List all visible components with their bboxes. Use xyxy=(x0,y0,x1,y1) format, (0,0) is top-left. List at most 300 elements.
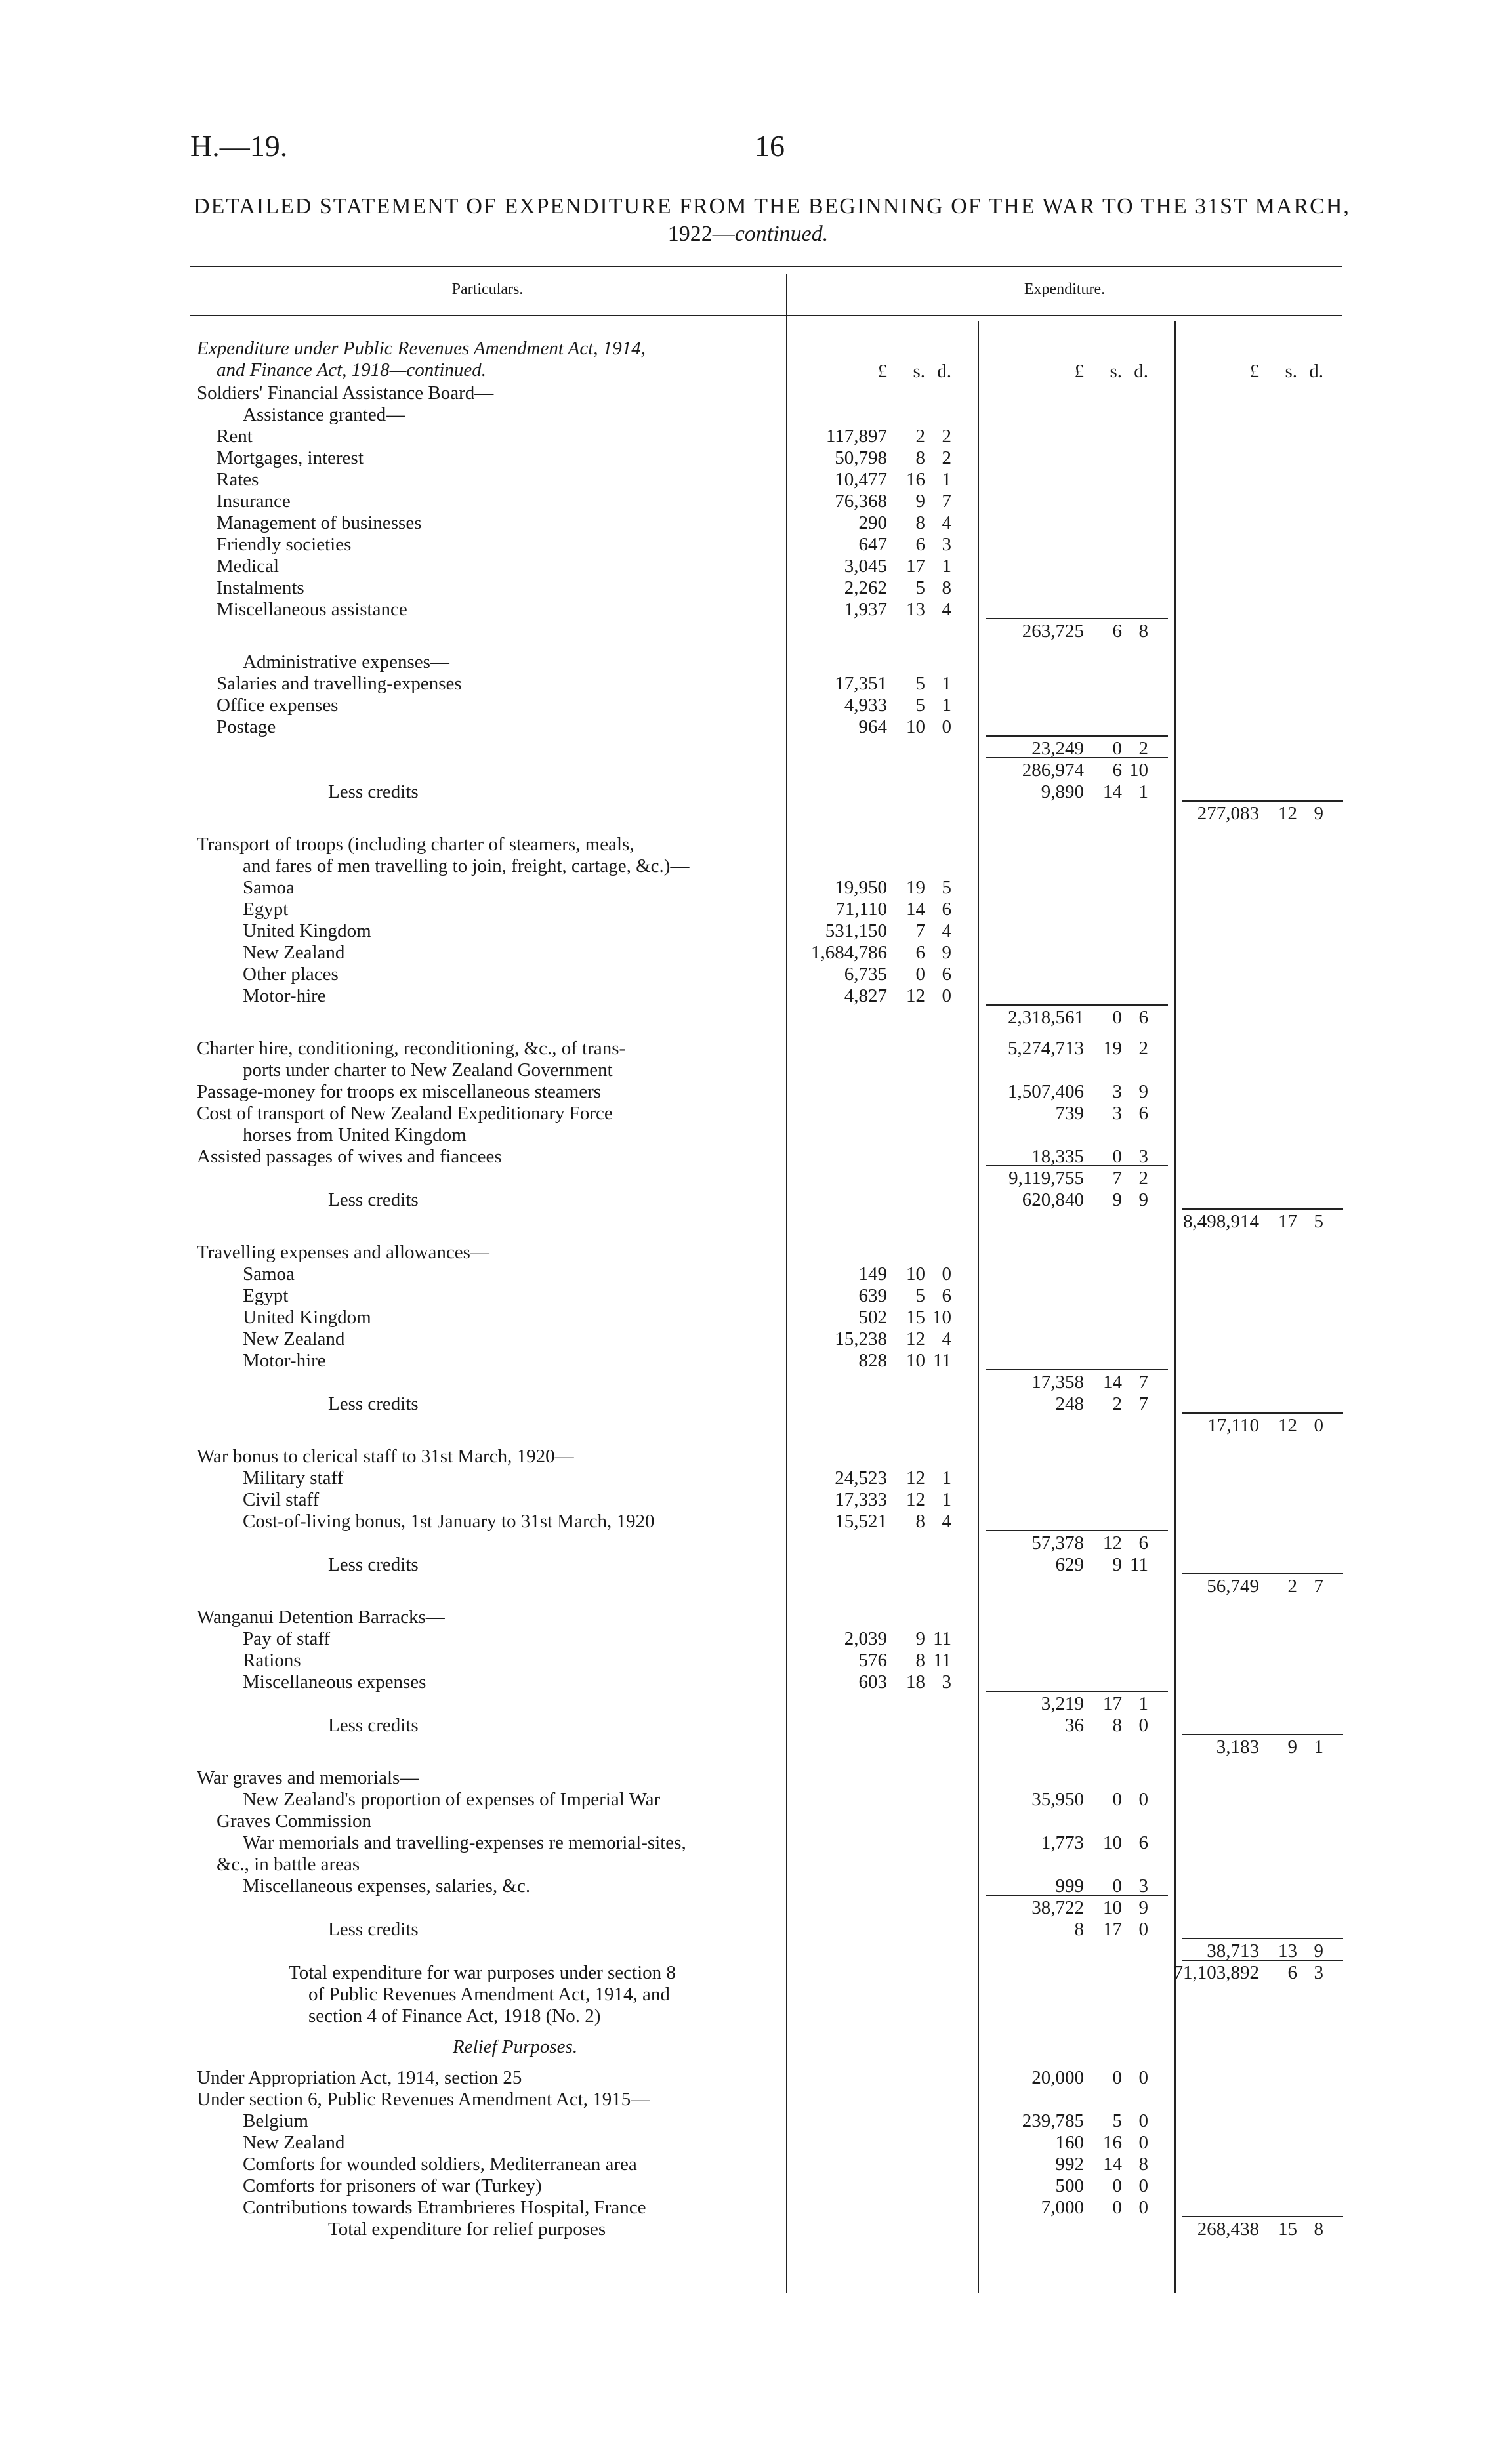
row-label: New Zealand xyxy=(243,2132,345,2153)
pounds-value: 15,521 xyxy=(835,1511,887,1532)
pence-value: 3 xyxy=(942,534,951,555)
row-label: Charter hire, conditioning, reconditioning, &c., of trans- xyxy=(197,1038,626,1059)
amount-c1 xyxy=(787,469,978,490)
amount-c1 xyxy=(787,899,978,920)
pounds-value: 2,262 xyxy=(844,577,887,598)
pounds-value: 17,351 xyxy=(835,673,887,694)
pounds-value: 10,477 xyxy=(835,469,887,490)
subtotal-rule xyxy=(986,735,1168,737)
shillings-value: 10 xyxy=(1103,1832,1122,1853)
page-number: 16 xyxy=(755,129,785,163)
shillings-value: 17 xyxy=(1103,1693,1122,1714)
column-divider-2 xyxy=(978,321,979,2293)
shillings-value: 14 xyxy=(906,899,925,920)
shillings-value: 7 xyxy=(1112,1168,1122,1189)
shillings-value: 5 xyxy=(915,695,925,716)
amount-c1 xyxy=(787,512,978,533)
pounds-value: 647 xyxy=(858,534,887,555)
pounds-value: 239,785 xyxy=(1022,2110,1084,2131)
row-label: Miscellaneous assistance xyxy=(217,599,407,620)
pence-value: 1 xyxy=(942,695,951,716)
header-rule-bottom xyxy=(190,315,1342,316)
row-label: Passage-money for troops ex miscellaneous steamers xyxy=(197,1081,602,1102)
row-label: United Kingdom xyxy=(243,1307,371,1328)
amount-c1 xyxy=(787,942,978,963)
amount-c1 xyxy=(787,920,978,941)
amount-c1 xyxy=(787,1511,978,1532)
amount-c2 xyxy=(979,760,1174,781)
pence-value: 3 xyxy=(1314,1962,1323,1983)
shillings-value: 14 xyxy=(1103,2154,1122,2175)
pounds-value: 38,713 xyxy=(1207,1940,1259,1961)
amount-c2 xyxy=(979,1168,1174,1189)
pounds-value: 603 xyxy=(858,1672,887,1693)
row-label: Instalments xyxy=(217,577,304,598)
shillings-value: 5 xyxy=(1112,2110,1122,2131)
pence-value: 9 xyxy=(1314,1940,1323,1961)
shillings-value: 6 xyxy=(1287,1962,1297,1983)
pence-value: 8 xyxy=(1314,2219,1323,2240)
row-label: Less credits xyxy=(328,1715,419,1736)
row-label: Comforts for prisoners of war (Turkey) xyxy=(243,2175,542,2196)
amount-c3 xyxy=(1176,1576,1350,1597)
row-label: Soldiers' Financial Assistance Board— xyxy=(197,382,494,403)
pence-value: 0 xyxy=(942,716,951,737)
pounds-value: 4,933 xyxy=(844,695,887,716)
shillings-value: 0 xyxy=(1112,2175,1122,2196)
pounds-value: 71,103,892 xyxy=(1173,1962,1259,1983)
shillings-value: 0 xyxy=(1112,2067,1122,2088)
row-label: Egypt xyxy=(243,899,289,920)
amount-c2 xyxy=(979,1715,1174,1736)
pounds-value: 500 xyxy=(1055,2175,1084,2196)
shillings-value: 13 xyxy=(1278,1940,1297,1961)
row-label: Graves Commission xyxy=(217,1811,372,1832)
amount-c1 xyxy=(787,1672,978,1693)
pence-value: 2 xyxy=(1138,1038,1148,1059)
row-label: Miscellaneous expenses, salaries, &c. xyxy=(243,1876,531,1897)
pence-value: 0 xyxy=(1138,1919,1148,1940)
shillings-value: 12 xyxy=(906,985,925,1006)
pounds-value: 149 xyxy=(858,1263,887,1284)
amount-c1 xyxy=(787,1628,978,1649)
row-label: Assistance granted— xyxy=(243,404,405,425)
shillings-value: 17 xyxy=(1278,1211,1297,1232)
pounds-value: 23,249 xyxy=(1031,738,1084,759)
row-label: New Zealand xyxy=(243,942,345,963)
pounds-value: 38,722 xyxy=(1031,1897,1084,1918)
row-label: Under section 6, Public Revenues Amendment Act, 1915— xyxy=(197,2089,650,2110)
amount-c2 xyxy=(979,2175,1174,2196)
shillings-value: 6 xyxy=(1112,621,1122,642)
subtotal-rule xyxy=(1182,1960,1343,1961)
amount-c1 xyxy=(787,599,978,620)
shillings-value: 3 xyxy=(1112,1103,1122,1124)
amount-c1 xyxy=(787,673,978,694)
pounds-value: 290 xyxy=(858,512,887,533)
pounds-value: 268,438 xyxy=(1197,2219,1259,2240)
amount-c2 xyxy=(979,1189,1174,1210)
shillings-value: 5 xyxy=(915,673,925,694)
row-label: section 4 of Finance Act, 1918 (No. 2) xyxy=(308,2005,601,2026)
subtotal-rule xyxy=(1182,800,1343,802)
amount-c1 xyxy=(787,1263,978,1284)
pounds-value: 19,950 xyxy=(835,877,887,898)
pence-value: 0 xyxy=(1138,2110,1148,2131)
pence-value: 0 xyxy=(1138,2175,1148,2196)
pence-value: 9 xyxy=(1314,803,1323,824)
pence-value: 9 xyxy=(1138,1897,1148,1918)
pounds-value: 117,897 xyxy=(825,426,887,447)
shillings-value: 8 xyxy=(915,1650,925,1671)
subtotal-rule xyxy=(986,757,1168,758)
amount-c2 xyxy=(979,1876,1174,1897)
amount-c1 xyxy=(787,491,978,512)
amount-c2 xyxy=(979,781,1174,802)
pence-value: 2 xyxy=(1138,738,1148,759)
row-label: and Finance Act, 1918—continued. xyxy=(217,359,487,380)
row-label: Military staff xyxy=(243,1468,344,1489)
pence-value: 0 xyxy=(942,985,951,1006)
shillings-value: 16 xyxy=(1103,2132,1122,2153)
pence-value: 4 xyxy=(942,512,951,533)
pounds-value: 739 xyxy=(1055,1103,1084,1124)
row-label: Less credits xyxy=(328,1919,419,1940)
shillings-value: 0 xyxy=(1112,1146,1122,1167)
shillings-value: 12 xyxy=(1103,1532,1122,1553)
shillings-value: 10 xyxy=(906,1350,925,1371)
amount-c2 xyxy=(979,1897,1174,1918)
shillings-value: 0 xyxy=(1112,1007,1122,1028)
amount-c1 xyxy=(787,1650,978,1671)
amount-c1 xyxy=(787,1285,978,1306)
header-rule-top xyxy=(190,266,1342,267)
pence-value: 0 xyxy=(942,1263,951,1284)
pence-value: 0 xyxy=(1314,1415,1323,1436)
pounds-value: 5,274,713 xyxy=(1008,1038,1084,1059)
shillings-value: 2 xyxy=(1287,1576,1297,1597)
row-label: Cost-of-living bonus, 1st January to 31st March, 1920 xyxy=(243,1511,655,1532)
pounds-value: 56,749 xyxy=(1207,1576,1259,1597)
shillings-value: 14 xyxy=(1103,781,1122,802)
pence-value: 1 xyxy=(1138,1693,1148,1714)
pence-value: 4 xyxy=(942,1511,951,1532)
pounds-value: 1,937 xyxy=(844,599,887,620)
pence-value: 11 xyxy=(933,1350,951,1371)
amount-c2 xyxy=(979,2197,1174,2218)
shillings-value: 3 xyxy=(1112,1081,1122,1102)
shillings-value: 9 xyxy=(915,1628,925,1649)
pounds-value: 35,950 xyxy=(1031,1789,1084,1810)
pounds-value: 57,378 xyxy=(1031,1532,1084,1553)
shillings-value: 12 xyxy=(906,1489,925,1510)
pounds-value: 17,110 xyxy=(1207,1415,1259,1436)
amount-c2 xyxy=(979,1103,1174,1124)
column-divider-3 xyxy=(1174,321,1176,2293)
pounds-value: 277,083 xyxy=(1197,803,1259,824)
shillings-value: 17 xyxy=(906,556,925,577)
pounds-value: 71,110 xyxy=(835,899,887,920)
pence-value: 7 xyxy=(1138,1372,1148,1393)
amount-c2 xyxy=(979,621,1174,642)
pence-unit: d. xyxy=(1134,361,1148,382)
pence-value: 8 xyxy=(1138,621,1148,642)
row-label: Relief Purposes. xyxy=(453,2036,578,2057)
pence-value: 5 xyxy=(942,877,951,898)
pounds-value: 502 xyxy=(858,1307,887,1328)
shillings-value: 5 xyxy=(915,577,925,598)
subtotal-rule xyxy=(986,1895,1168,1896)
pounds-value: 248 xyxy=(1055,1393,1084,1414)
subtotal-rule xyxy=(986,1530,1168,1531)
row-label: Salaries and travelling-expenses xyxy=(217,673,462,694)
pounds-value: 2,318,561 xyxy=(1008,1007,1084,1028)
pence-value: 9 xyxy=(1138,1189,1148,1210)
amount-c1 xyxy=(787,1307,978,1328)
row-label: Less credits xyxy=(328,1189,419,1210)
amount-c1 xyxy=(787,964,978,985)
shillings-value: 8 xyxy=(915,1511,925,1532)
row-label: Total expenditure for relief purposes xyxy=(328,2219,606,2240)
amount-c2 xyxy=(979,1038,1174,1059)
row-label: horses from United Kingdom xyxy=(243,1124,467,1145)
shillings-value: 12 xyxy=(1278,803,1297,824)
amount-c1 xyxy=(787,577,978,598)
row-label: ports under charter to New Zealand Government xyxy=(243,1059,613,1080)
row-label: United Kingdom xyxy=(243,920,371,941)
row-label: Management of businesses xyxy=(217,512,422,533)
pounds-value: 2,039 xyxy=(844,1628,887,1649)
pounds-value: 3,183 xyxy=(1216,1736,1259,1757)
pounds-value: 263,725 xyxy=(1022,621,1084,642)
amount-c2 xyxy=(979,1146,1174,1167)
pence-value: 0 xyxy=(1138,1715,1148,1736)
subtotal-rule xyxy=(1182,1412,1343,1414)
shillings-value: 17 xyxy=(1103,1919,1122,1940)
row-label: and fares of men travelling to join, freight, cartage, &c.)— xyxy=(243,855,690,876)
amount-c3 xyxy=(1176,1736,1350,1757)
shillings-value: 10 xyxy=(1103,1897,1122,1918)
row-label: Under Appropriation Act, 1914, section 25 xyxy=(197,2067,522,2088)
pounds-value: 620,840 xyxy=(1022,1189,1084,1210)
row-label: War memorials and travelling-expenses re memorial-sites, xyxy=(243,1832,686,1853)
subtotal-rule xyxy=(1182,1573,1343,1574)
document-title: DETAILED STATEMENT OF EXPENDITURE FROM THE BEGINNING OF THE WAR TO THE 31ST MARCH, xyxy=(194,194,1350,218)
shillings-value: 10 xyxy=(906,1263,925,1284)
row-label: Less credits xyxy=(328,1554,419,1575)
pounds-value: 3,219 xyxy=(1041,1693,1084,1714)
amount-c1 xyxy=(787,556,978,577)
subtotal-rule xyxy=(1182,1938,1343,1939)
amount-c2 xyxy=(979,1919,1174,1940)
pence-value: 4 xyxy=(942,920,951,941)
row-label: Civil staff xyxy=(243,1489,320,1510)
shillings-value: 6 xyxy=(915,942,925,963)
subtotal-rule xyxy=(986,1004,1168,1006)
pence-value: 3 xyxy=(1138,1146,1148,1167)
row-label: Egypt xyxy=(243,1285,289,1306)
row-label: Rent xyxy=(217,426,253,447)
amount-c1 xyxy=(787,1328,978,1349)
shillings-unit: s. xyxy=(1285,361,1297,382)
row-label: Miscellaneous expenses xyxy=(243,1672,426,1693)
amount-c2 xyxy=(979,2154,1174,2175)
pence-value: 10 xyxy=(1129,760,1148,781)
shillings-value: 18 xyxy=(906,1672,925,1693)
row-label: Friendly societies xyxy=(217,534,352,555)
pounds-value: 286,974 xyxy=(1022,760,1084,781)
pounds-value: 160 xyxy=(1055,2132,1084,2153)
amount-c3 xyxy=(1176,1940,1350,1961)
amount-c2 xyxy=(979,1081,1174,1102)
shillings-value: 0 xyxy=(1112,1789,1122,1810)
pence-value: 0 xyxy=(1138,2132,1148,2153)
pounds-value: 8 xyxy=(1074,1919,1084,1940)
pence-value: 6 xyxy=(942,899,951,920)
shillings-value: 0 xyxy=(1112,2197,1122,2218)
pounds-value: 6,735 xyxy=(844,964,887,985)
shillings-value: 9 xyxy=(915,491,925,512)
shillings-value: 2 xyxy=(1112,1393,1122,1414)
shillings-value: 19 xyxy=(1103,1038,1122,1059)
pounds-value: 4,827 xyxy=(844,985,887,1006)
row-label: Comforts for wounded soldiers, Mediterranean area xyxy=(243,2154,637,2175)
pounds-value: 1,507,406 xyxy=(1008,1081,1084,1102)
shillings-value: 7 xyxy=(915,920,925,941)
row-label: Belgium xyxy=(243,2110,308,2131)
amount-c2 xyxy=(979,1372,1174,1393)
row-label: &c., in battle areas xyxy=(217,1854,360,1875)
pounds-value: 531,150 xyxy=(825,920,887,941)
row-label: Wanganui Detention Barracks— xyxy=(197,1607,445,1628)
pence-value: 11 xyxy=(933,1650,951,1671)
amount-c2 xyxy=(979,2067,1174,2088)
shillings-unit: s. xyxy=(1110,361,1122,382)
amount-c1 xyxy=(787,534,978,555)
pence-value: 2 xyxy=(942,447,951,468)
amount-c1 xyxy=(787,1468,978,1489)
pounds-value: 50,798 xyxy=(835,447,887,468)
row-label: Total expenditure for war purposes under section 8 xyxy=(289,1962,676,1983)
subtotal-rule xyxy=(1182,1208,1343,1210)
pence-value: 8 xyxy=(942,577,951,598)
pounds-value: 15,238 xyxy=(835,1328,887,1349)
shillings-unit: s. xyxy=(913,361,925,382)
pence-value: 6 xyxy=(942,1285,951,1306)
shillings-value: 10 xyxy=(906,716,925,737)
row-label: Expenditure under Public Revenues Amendment Act, 1914, xyxy=(197,338,646,359)
amount-c1 xyxy=(787,1350,978,1371)
pounds-value: 9,890 xyxy=(1041,781,1084,802)
amount-c1 xyxy=(787,695,978,716)
pence-value: 1 xyxy=(942,1489,951,1510)
pence-value: 6 xyxy=(1138,1103,1148,1124)
amount-c1 xyxy=(787,447,978,468)
pence-value: 5 xyxy=(1314,1211,1323,1232)
pounds-value: 1,684,786 xyxy=(811,942,887,963)
row-label: Other places xyxy=(243,964,339,985)
row-label: Transport of troops (including charter of steamers, meals, xyxy=(197,834,634,855)
amount-c2 xyxy=(979,1789,1174,1810)
amount-c3 xyxy=(1176,803,1350,824)
pence-value: 6 xyxy=(1138,1532,1148,1553)
row-label: of Public Revenues Amendment Act, 1914, and xyxy=(308,1984,670,2005)
row-label: Medical xyxy=(217,556,280,577)
document-title-continued: 1922—continued. xyxy=(667,222,829,246)
row-label: Assisted passages of wives and fiancees xyxy=(197,1146,502,1167)
row-label: New Zealand xyxy=(243,1328,345,1349)
pounds-value: 17,333 xyxy=(835,1489,887,1510)
row-label: Postage xyxy=(217,716,276,737)
pounds-value: 629 xyxy=(1055,1554,1084,1575)
subtotal-rule xyxy=(986,618,1168,619)
column-header-particulars: Particulars. xyxy=(451,281,524,298)
pounds-value: 1,773 xyxy=(1041,1832,1084,1853)
amount-c2 xyxy=(979,1554,1174,1575)
pence-value: 7 xyxy=(1138,1393,1148,1414)
pence-value: 0 xyxy=(1138,2067,1148,2088)
row-label: Administrative expenses— xyxy=(243,651,449,672)
shillings-value: 9 xyxy=(1287,1736,1297,1757)
pence-value: 1 xyxy=(1314,1736,1323,1757)
shillings-value: 5 xyxy=(915,1285,925,1306)
row-label: Samoa xyxy=(243,877,295,898)
pound-unit: £ xyxy=(1249,361,1259,382)
shillings-value: 19 xyxy=(906,877,925,898)
shillings-value: 12 xyxy=(906,1328,925,1349)
pence-value: 11 xyxy=(1130,1554,1148,1575)
shillings-value: 6 xyxy=(915,534,925,555)
shillings-value: 15 xyxy=(1278,2219,1297,2240)
shillings-value: 12 xyxy=(906,1468,925,1489)
pence-value: 1 xyxy=(942,469,951,490)
pence-value: 1 xyxy=(942,1468,951,1489)
pounds-value: 76,368 xyxy=(835,491,887,512)
pence-value: 0 xyxy=(1138,1789,1148,1810)
pound-unit: £ xyxy=(1074,361,1084,382)
pounds-value: 964 xyxy=(858,716,887,737)
pence-value: 9 xyxy=(1138,1081,1148,1102)
shillings-value: 9 xyxy=(1112,1554,1122,1575)
amount-c3 xyxy=(1176,1211,1350,1232)
row-label: Insurance xyxy=(217,491,291,512)
row-label: War bonus to clerical staff to 31st March, 1920— xyxy=(197,1446,574,1467)
pounds-value: 9,119,755 xyxy=(1008,1168,1084,1189)
row-label: Motor-hire xyxy=(243,985,326,1006)
amount-c1 xyxy=(787,716,978,737)
pounds-value: 999 xyxy=(1055,1876,1084,1897)
subtotal-rule xyxy=(986,1691,1168,1692)
shillings-value: 0 xyxy=(1112,738,1122,759)
amount-c2 xyxy=(979,1393,1174,1414)
pence-value: 6 xyxy=(1138,1832,1148,1853)
amount-c1 xyxy=(787,1489,978,1510)
unit-heading-c1 xyxy=(787,361,978,382)
pounds-value: 7,000 xyxy=(1041,2197,1084,2218)
row-label: Less credits xyxy=(328,781,419,802)
pounds-value: 828 xyxy=(858,1350,887,1371)
shillings-value: 6 xyxy=(1112,760,1122,781)
amount-c2 xyxy=(979,1007,1174,1028)
pence-value: 3 xyxy=(1138,1876,1148,1897)
row-label: Samoa xyxy=(243,1263,295,1284)
shillings-value: 0 xyxy=(1112,1876,1122,1897)
pence-value: 1 xyxy=(942,673,951,694)
pence-value: 10 xyxy=(932,1307,951,1328)
shillings-value: 12 xyxy=(1278,1415,1297,1436)
shillings-value: 9 xyxy=(1112,1189,1122,1210)
shillings-value: 8 xyxy=(915,512,925,533)
